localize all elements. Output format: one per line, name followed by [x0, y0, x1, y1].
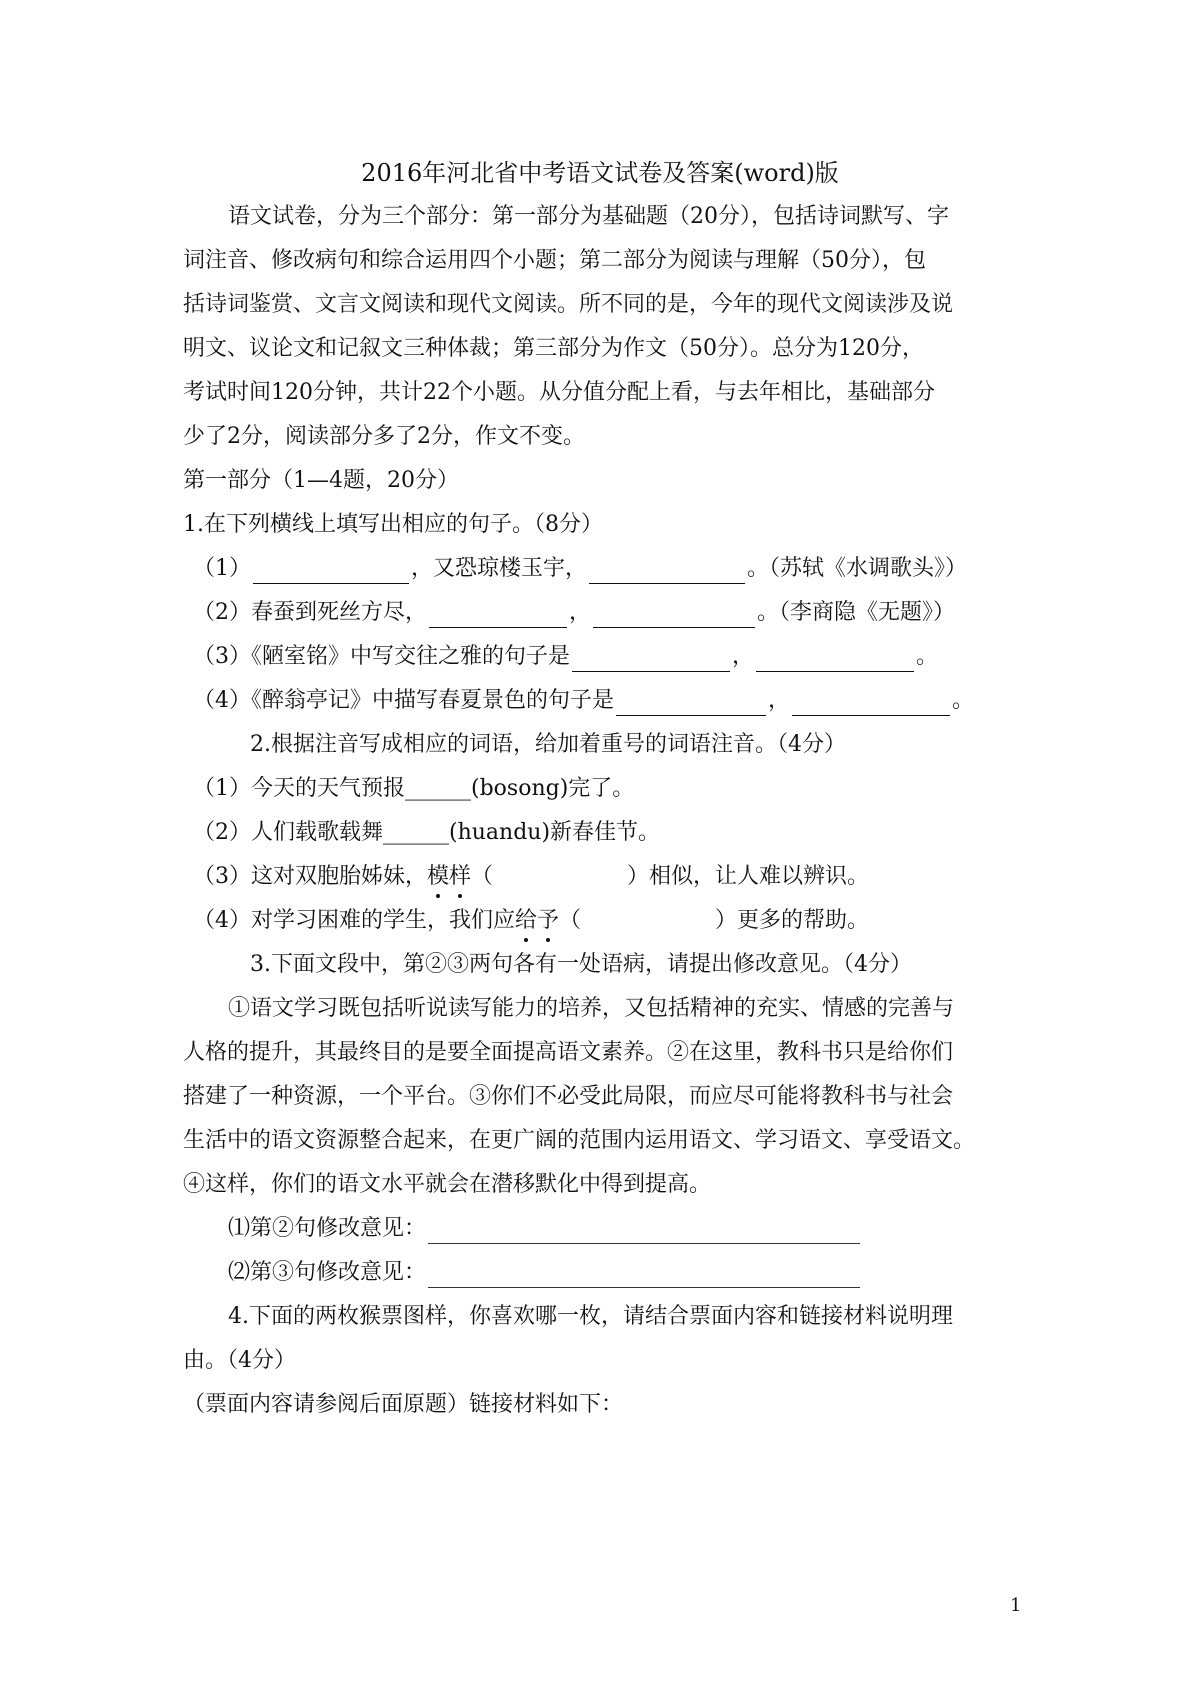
q2-item1-pre: （1）今天的天气预报 — [193, 776, 405, 801]
q2-item3-pre: （3）这对双胞胎姊妹， — [193, 864, 427, 889]
q2-item1-post: (bosong)完了。 — [471, 776, 635, 801]
q2-item3 — [193, 862, 1200, 892]
q2-item3-close: ）相似，让人难以辨识。 — [627, 864, 870, 889]
answer-blank[interactable] — [616, 693, 766, 716]
intro-line: 少了2分，阅读部分多了2分，作文不变。 — [183, 424, 585, 449]
emphasis-char: 给 — [515, 908, 538, 933]
q1-item4-pre: 《醉翁亭记》中描写春夏景色的句子是 — [251, 688, 615, 713]
q2-stem: 2.根据注音写成相应的词语，给加着重号的词语注音。（4分） — [250, 732, 846, 757]
passage-line: 搭建了一种资源，一个平台。③你们不必受此局限，而应尽可能将教科书与社会 — [183, 1084, 954, 1109]
q1-item4-mid: ， — [768, 688, 791, 713]
q1-item3-mid: ， — [732, 644, 755, 669]
q2-item2 — [193, 818, 1200, 848]
intro-line: 语文试卷，分为三个部分：第一部分为基础题（20分），包括诗词默写、字 — [228, 204, 949, 229]
q1-item2 — [193, 598, 1200, 628]
answer-blank[interactable]: ______ — [383, 820, 449, 845]
answer-blank[interactable] — [429, 605, 567, 628]
passage-line: 人格的提升，其最终目的是要全面提高语文素养。②在这里，教科书只是给你们 — [183, 1040, 954, 1065]
q1-item2-pre: 春蚕到死丝方尽， — [251, 600, 428, 625]
q3-answer2 — [228, 1258, 1200, 1288]
q4-stem-cont: 由。（4分） — [183, 1348, 296, 1373]
q1-item2-mid: ， — [569, 600, 592, 625]
q1-item1-mid: ，又恐琼楼玉宇， — [411, 556, 588, 581]
answer-line[interactable] — [428, 1221, 860, 1244]
q1-item3-num: （3） — [193, 644, 251, 669]
answer-blank[interactable]: ______ — [405, 776, 471, 801]
answer-blank[interactable] — [572, 649, 730, 672]
q3-answer1 — [228, 1214, 1200, 1244]
q3-answer1-label: ⑴第②句修改意见： — [228, 1216, 427, 1241]
passage-line: ④这样，你们的语文水平就会在潜移默化中得到提高。 — [183, 1172, 712, 1197]
q2-item2-post: (huandu)新春佳节。 — [449, 820, 661, 845]
q4-stem: 4.下面的两枚猴票图样，你喜欢哪一枚，请结合票面内容和链接材料说明理 — [228, 1304, 953, 1329]
intro-line: 括诗词鉴赏、文言文阅读和现代文阅读。所不同的是，今年的现代文阅读涉及说 — [183, 292, 954, 317]
passage-line: 生活中的语文资源整合起来，在更广阔的范围内运用语文、学习语文、享受语文。 — [183, 1128, 976, 1153]
q1-item3-pre: 《陋室铭》中写交往之雅的句子是 — [251, 644, 571, 669]
q2-item2-pre: （2）人们载歌载舞 — [193, 820, 383, 845]
emphasis-char: 模 — [427, 864, 450, 889]
answer-line[interactable] — [428, 1265, 860, 1288]
page-title: 2016年河北省中考语文试卷及答案(word)版 — [361, 159, 839, 187]
intro-line: 明文、议论文和记叙文三种体裁；第三部分为作文（50分）。总分为120分， — [183, 336, 924, 361]
intro-line: 考试时间120分钟，共计22个小题。从分值分配上看，与去年相比，基础部分 — [183, 380, 935, 405]
q1-item2-end: 。（李商隐《无题》） — [757, 600, 956, 625]
q1-item4-num: （4） — [193, 688, 251, 713]
q1-item4-end: 。 — [952, 688, 975, 713]
q2-item3-open: （ — [471, 864, 494, 889]
answer-blank[interactable] — [589, 561, 745, 584]
intro-line: 词注音、修改病句和综合运用四个小题；第二部分为阅读与理解（50分），包 — [183, 248, 926, 273]
q1-item1-end: 。（苏轼《水调歌头》） — [747, 556, 968, 581]
q3-answer2-label: ⑵第③句修改意见： — [228, 1260, 427, 1285]
passage-line: ①语文学习既包括听说读写能力的培养，又包括精神的充实、情感的完善与 — [228, 996, 955, 1021]
q1-item1-num: （1） — [193, 556, 251, 581]
q2-item1 — [193, 774, 1200, 804]
q2-item4 — [193, 906, 1200, 936]
q2-item4-pre: （4）对学习困难的学生，我们应 — [193, 908, 515, 933]
emphasis-char: 样 — [449, 864, 472, 889]
q2-item4-open: （ — [559, 908, 582, 933]
q1-item2-num: （2） — [193, 600, 251, 625]
answer-blank[interactable] — [593, 605, 755, 628]
answer-blank[interactable] — [792, 693, 950, 716]
q2-item4-close: ）更多的帮助。 — [715, 908, 870, 933]
page-number: 1 — [1010, 1595, 1022, 1616]
q1-item1 — [193, 554, 1200, 584]
q4-note: （票面内容请参阅后面原题）链接材料如下： — [183, 1392, 624, 1417]
part1-heading: 第一部分（1—4题，20分） — [183, 468, 459, 493]
q1-item4 — [193, 686, 1200, 716]
answer-blank[interactable] — [253, 561, 409, 584]
q1-stem: 1.在下列横线上填写出相应的句子。（8分） — [183, 512, 603, 537]
answer-blank[interactable] — [756, 649, 914, 672]
emphasis-char: 予 — [537, 908, 560, 933]
q1-item3-end: 。 — [916, 644, 939, 669]
q3-stem: 3.下面文段中，第②③两句各有一处语病，请提出修改意见。（4分） — [250, 952, 912, 977]
q1-item3 — [193, 642, 1200, 672]
